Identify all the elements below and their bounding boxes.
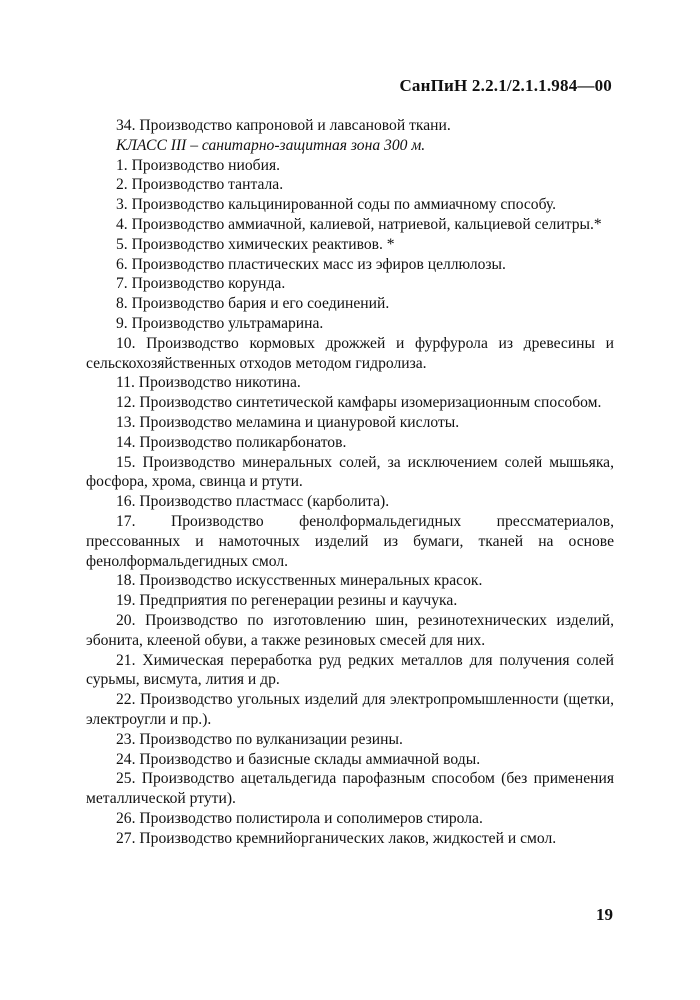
list-item: 13. Производство меламина и циануровой кислоты. — [116, 413, 460, 431]
list-item: 22. Производство угольных изделий для электропромышленности (щетки, электроугли и пр.). — [86, 691, 614, 728]
list-item: 7. Производство корунда. — [116, 275, 286, 293]
list-item: 2. Производство тантала. — [116, 176, 284, 194]
list-item: 24. Производство и базисные склады аммиачной воды. — [116, 750, 481, 768]
list-item: 21. Химическая переработка руд редких металлов для получения солей сурьмы, висмута, лития и др. — [86, 651, 614, 689]
list-item: 12. Производство синтетической камфары изомеризационным способом. — [116, 394, 602, 412]
list-item: 17. Производство фенолформальдегидных прессматериалов, прессованных и намоточных изделий из бумаги, тканей на основе фенолформальдегидных смол. — [86, 512, 614, 570]
list-item: 26. Производство полистирола и сополимеров стирола. — [116, 809, 483, 827]
list-item: 1. Производство ниобия. — [116, 156, 281, 174]
list-item: 18. Производство искусственных минеральных красок. — [116, 572, 483, 590]
list-item: 9. Производство ультрамарина. — [116, 314, 324, 332]
list-item: 8. Производство бария и его соединений. — [116, 295, 390, 313]
list-item: 6. Производство пластических масс из эфиров целлюлозы. — [116, 255, 506, 273]
class-heading: КЛАСС III – санитарно-защитная зона 300 м. — [116, 136, 426, 154]
list-item: 23. Производство по вулканизации резины. — [116, 730, 403, 748]
list-item: 19. Предприятия по регенерации резины и каучука. — [116, 592, 458, 610]
document-body — [86, 116, 614, 848]
list-item: 20. Производство по изготовлению шин, резинотехнических изделий, эбонита, клееной обуви, а также резиновых смесей для них. — [86, 611, 614, 649]
document-header: СанПиН 2.2.1/2.1.1.984—00 — [399, 76, 612, 95]
list-item: 25. Производство ацетальдегида парофазным способом (без применения металлической ртути). — [86, 770, 614, 808]
list-item: 34. Производство капроновой и лавсановой ткани. — [116, 117, 451, 134]
list-item: 16. Производство пластмасс (карболита). — [116, 493, 390, 511]
list-item: 3. Производство кальцинированной соды по аммиачному способу. — [116, 196, 557, 214]
list-item: 27. Производство кремнийорганических лаков, жидкостей и смол. — [116, 829, 557, 847]
list-item: 4. Производство аммиачной, калиевой, натриевой, кальциевой селитры.* — [116, 215, 602, 233]
list-item: 14. Производство поликарбонатов. — [116, 433, 347, 451]
list-item: 10. Производство кормовых дрожжей и фурфурола из древесины и сельскохозяйственных отходов методом гидролиза. — [86, 334, 614, 372]
list-item: 5. Производство химических реактивов. * — [116, 235, 395, 253]
list-item: 15. Производство минеральных солей, за исключением солей мышьяка, фосфора, хрома, свинца и ртути. — [86, 453, 614, 491]
page-number: 19 — [596, 905, 613, 924]
list-item: 11. Производство никотина. — [116, 374, 301, 392]
